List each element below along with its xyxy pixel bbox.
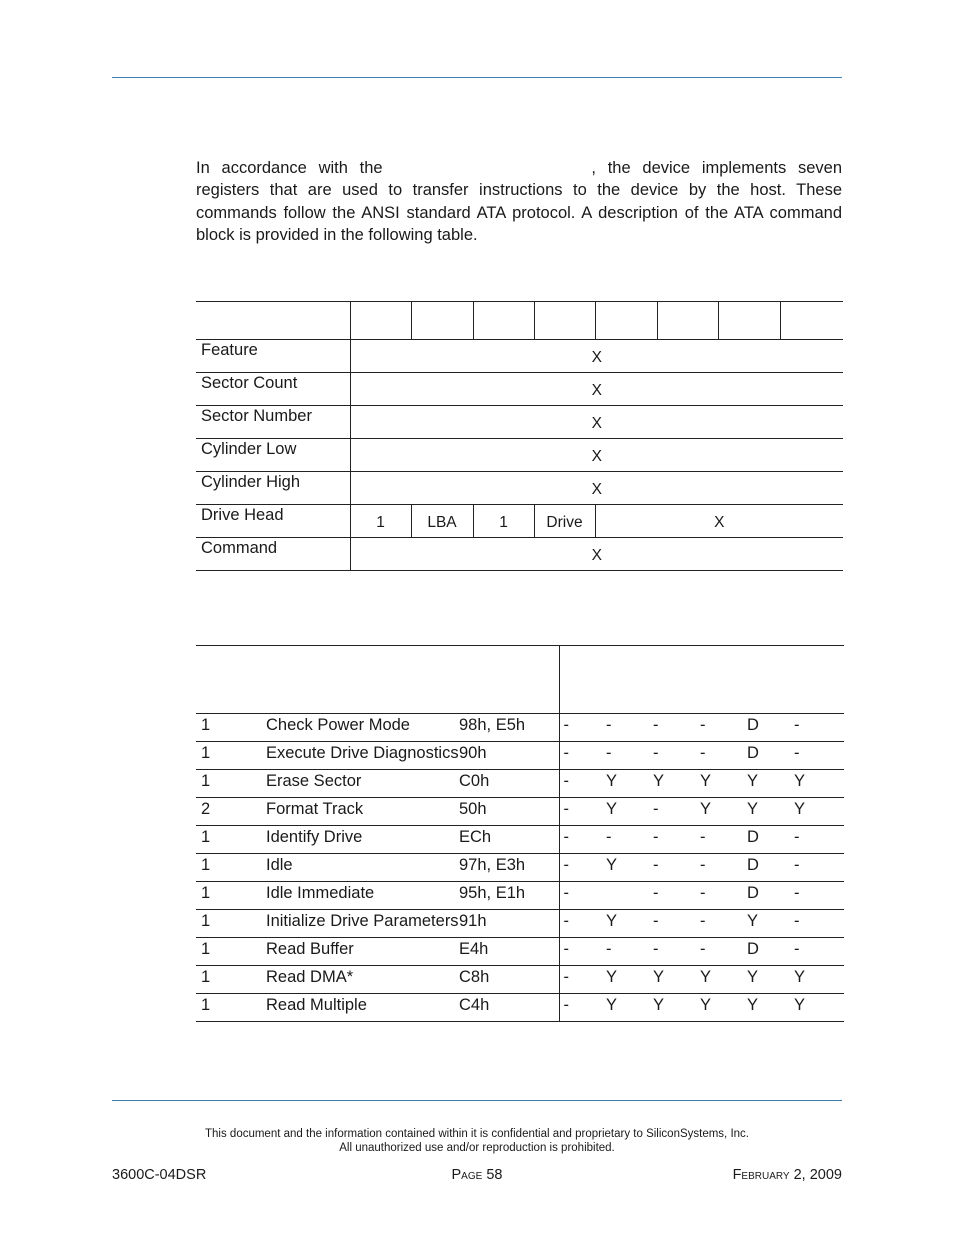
register-usage-flag: - [700, 742, 747, 770]
command-row [196, 910, 844, 938]
register-usage-flag: - [653, 742, 700, 770]
register-usage-flag: - [794, 910, 844, 938]
document-date: February 2, 2009 [732, 1167, 842, 1183]
register-usage-flag: Y [606, 770, 653, 798]
command-class: 1 [196, 714, 266, 742]
register-usage-flag: - [653, 910, 700, 938]
command-row [196, 742, 844, 770]
register-usage-flag: - [700, 938, 747, 966]
register-row-drive-head [196, 505, 843, 538]
command-name: Check Power Mode [266, 714, 459, 742]
command-code: C4h [459, 994, 559, 1022]
register-usage-flag: - [559, 798, 606, 826]
register-name: Drive Head [196, 505, 350, 538]
command-class: 1 [196, 910, 266, 938]
register-value: X [350, 439, 843, 472]
register-row [196, 340, 843, 373]
register-usage-flag: - [653, 798, 700, 826]
register-usage-flag [606, 882, 653, 910]
command-name: Idle Immediate [266, 882, 459, 910]
command-code: 90h [459, 742, 559, 770]
register-usage-flag: - [794, 826, 844, 854]
register-usage-flag: Y [606, 994, 653, 1022]
confidentiality-note [112, 1127, 842, 1155]
register-usage-flag: - [606, 826, 653, 854]
register-usage-flag: D [747, 938, 794, 966]
register-usage-flag: Y [653, 770, 700, 798]
command-name: Format Track [266, 798, 459, 826]
register-usage-flag: - [559, 938, 606, 966]
command-name: Execute Drive Diagnostics [266, 742, 459, 770]
register-usage-flag: - [606, 938, 653, 966]
register-usage-flag: - [559, 910, 606, 938]
command-row [196, 994, 844, 1022]
intro-text-start: In accordance with the [196, 159, 383, 177]
register-usage-flag: - [559, 966, 606, 994]
command-row [196, 770, 844, 798]
register-usage-flag: D [747, 826, 794, 854]
register-usage-flag: - [606, 714, 653, 742]
register-value: X [350, 472, 843, 505]
register-usage-flag: - [794, 938, 844, 966]
register-table [196, 301, 843, 571]
command-code: ECh [459, 826, 559, 854]
register-usage-flag: - [559, 854, 606, 882]
register-usage-flag: - [653, 826, 700, 854]
register-usage-flag: - [794, 882, 844, 910]
command-table [196, 645, 844, 1022]
drive-head-bit5: 1 [473, 505, 534, 538]
command-code: C8h [459, 966, 559, 994]
command-class: 1 [196, 770, 266, 798]
intro-text-rest: , the device implements seven registers that are used to transfer instructions to the device by the host. These commands follow the ANSI standard ATA protocol. A description of the ATA command block is provided in the following table. [196, 159, 842, 244]
register-usage-flag: Y [653, 994, 700, 1022]
register-usage-flag: - [559, 714, 606, 742]
confidentiality-line-2: All unauthorized use and/or reproduction is prohibited. [339, 1142, 615, 1154]
command-name: Identify Drive [266, 826, 459, 854]
command-class: 1 [196, 938, 266, 966]
page-number: Page 58 [451, 1167, 503, 1183]
register-name: Command [196, 538, 350, 571]
register-value: X [350, 406, 843, 439]
register-value: X [350, 538, 843, 571]
command-row [196, 882, 844, 910]
register-usage-flag: - [794, 714, 844, 742]
register-usage-flag: Y [747, 770, 794, 798]
command-code: 98h, E5h [459, 714, 559, 742]
register-usage-flag: Y [794, 994, 844, 1022]
register-usage-flag: - [559, 770, 606, 798]
command-class: 2 [196, 798, 266, 826]
command-code: 97h, E3h [459, 854, 559, 882]
command-class: 1 [196, 994, 266, 1022]
drive-head-bit7: 1 [350, 505, 411, 538]
command-code: E4h [459, 938, 559, 966]
register-usage-flag: Y [700, 966, 747, 994]
register-value: X [350, 373, 843, 406]
command-row [196, 966, 844, 994]
register-name: Feature [196, 340, 350, 373]
register-usage-flag: Y [606, 854, 653, 882]
confidentiality-line-1: This document and the information contained within it is confidential and proprietary to SiliconSystems, Inc. [205, 1128, 749, 1140]
register-usage-flag: D [747, 854, 794, 882]
register-row [196, 538, 843, 571]
register-name: Cylinder High [196, 472, 350, 505]
register-usage-flag: - [606, 742, 653, 770]
command-code: 91h [459, 910, 559, 938]
command-name: Idle [266, 854, 459, 882]
register-name: Cylinder Low [196, 439, 350, 472]
register-usage-flag: - [700, 882, 747, 910]
register-usage-flag: - [653, 882, 700, 910]
register-value: X [350, 340, 843, 373]
command-table-header [196, 646, 844, 714]
command-class: 1 [196, 826, 266, 854]
register-row [196, 373, 843, 406]
command-code: 50h [459, 798, 559, 826]
register-usage-flag: Y [700, 994, 747, 1022]
document-id: 3600C-04DSR [112, 1167, 207, 1183]
command-row [196, 826, 844, 854]
command-class: 1 [196, 966, 266, 994]
command-class: 1 [196, 742, 266, 770]
command-class: 1 [196, 882, 266, 910]
command-row [196, 798, 844, 826]
command-row [196, 938, 844, 966]
register-usage-flag: Y [794, 798, 844, 826]
register-usage-flag: - [700, 714, 747, 742]
drive-head-bit6: LBA [411, 505, 473, 538]
command-code: C0h [459, 770, 559, 798]
register-usage-flag: - [700, 854, 747, 882]
command-class: 1 [196, 854, 266, 882]
register-usage-flag: - [559, 742, 606, 770]
command-code: 95h, E1h [459, 882, 559, 910]
register-row [196, 472, 843, 505]
register-usage-flag: - [559, 826, 606, 854]
register-usage-flag: Y [700, 770, 747, 798]
register-name: Sector Number [196, 406, 350, 439]
command-name: Erase Sector [266, 770, 459, 798]
register-usage-flag: - [559, 882, 606, 910]
register-usage-flag: Y [747, 798, 794, 826]
command-name: Read DMA* [266, 966, 459, 994]
register-usage-flag: Y [606, 910, 653, 938]
register-usage-flag: - [700, 910, 747, 938]
register-usage-flag: D [747, 714, 794, 742]
drive-head-low-bits: X [595, 505, 843, 538]
register-name: Sector Count [196, 373, 350, 406]
register-usage-flag: D [747, 882, 794, 910]
register-usage-flag: - [700, 826, 747, 854]
footer-rule [112, 1100, 842, 1101]
command-name: Read Multiple [266, 994, 459, 1022]
header-rule [112, 77, 842, 78]
command-name: Read Buffer [266, 938, 459, 966]
register-usage-flag: Y [747, 966, 794, 994]
register-usage-flag: Y [794, 966, 844, 994]
register-usage-flag: Y [747, 910, 794, 938]
command-row [196, 714, 844, 742]
register-usage-flag: - [559, 994, 606, 1022]
register-row [196, 439, 843, 472]
register-usage-flag: D [747, 742, 794, 770]
register-usage-flag: Y [700, 798, 747, 826]
drive-head-bit4: Drive [534, 505, 595, 538]
register-row [196, 406, 843, 439]
register-usage-flag: - [794, 854, 844, 882]
command-name: Initialize Drive Parameters [266, 910, 459, 938]
register-usage-flag: Y [606, 798, 653, 826]
register-usage-flag: Y [606, 966, 653, 994]
register-usage-flag: - [794, 742, 844, 770]
register-usage-flag: Y [747, 994, 794, 1022]
register-usage-flag: Y [794, 770, 844, 798]
register-table-header [196, 302, 843, 340]
register-usage-flag: - [653, 938, 700, 966]
register-usage-flag: - [653, 854, 700, 882]
register-usage-flag: - [653, 714, 700, 742]
intro-paragraph [196, 157, 842, 246]
command-row [196, 854, 844, 882]
register-usage-flag: Y [653, 966, 700, 994]
